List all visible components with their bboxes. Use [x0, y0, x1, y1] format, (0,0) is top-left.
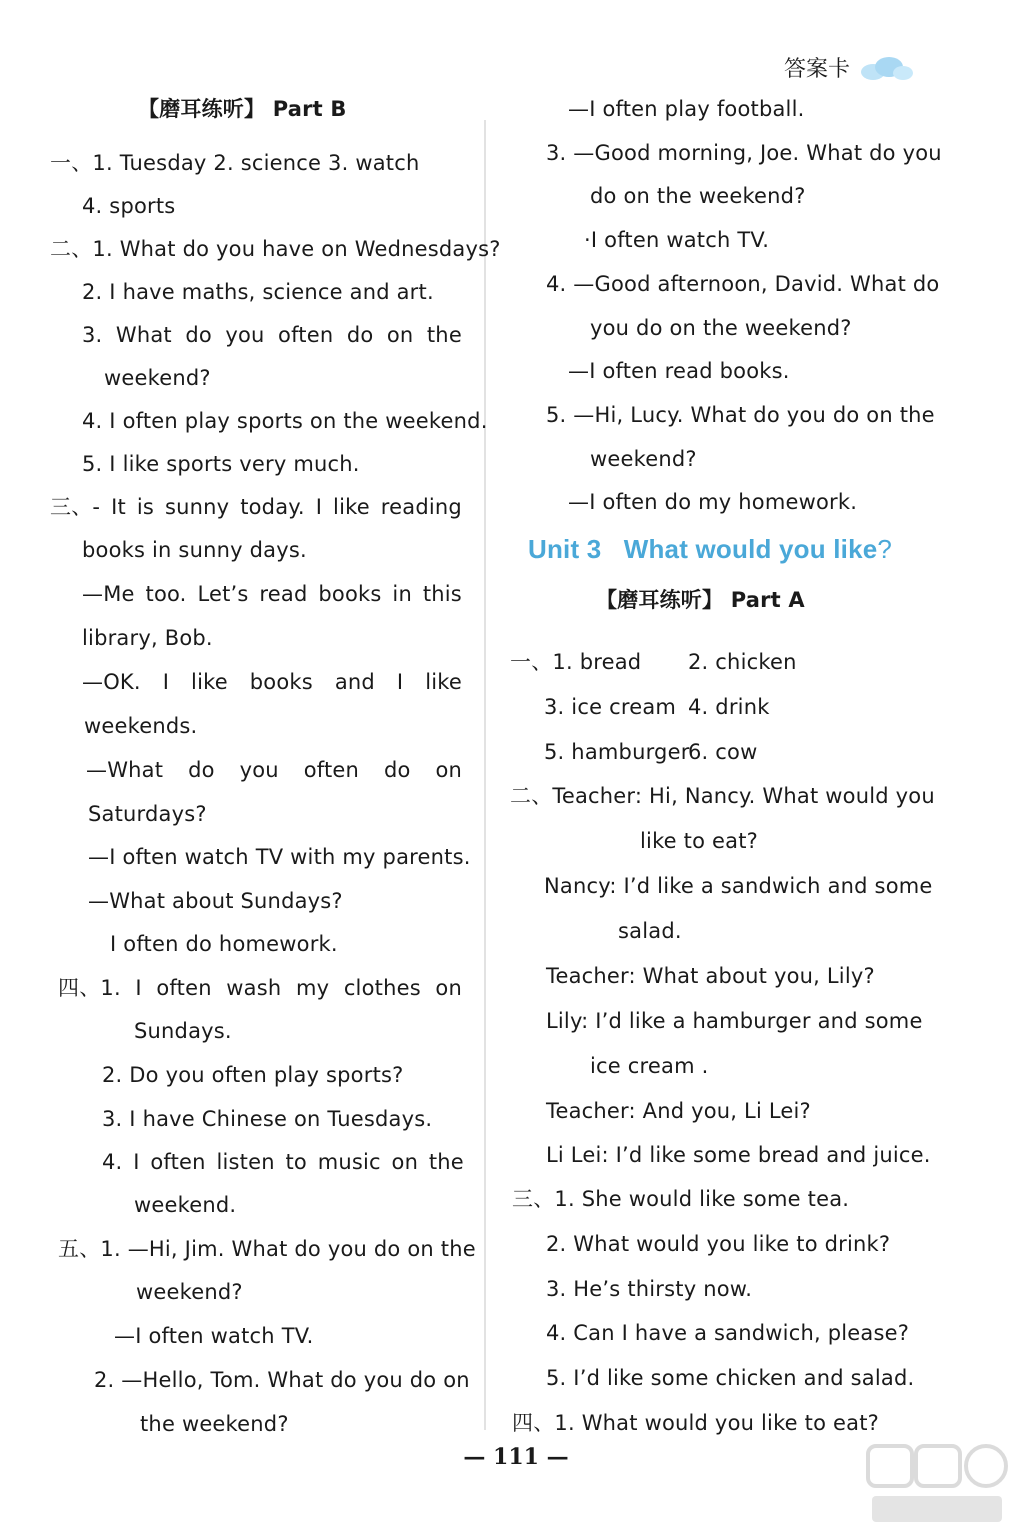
answer-line: 3. He’s thirsty now.: [546, 1277, 753, 1301]
watermark-stamp-icon: [862, 1440, 1012, 1530]
answer-line: 2. chicken: [688, 650, 797, 674]
justified-line: 四、1. I often wash my clothes on: [58, 976, 462, 1000]
answer-line: 3. I have Chinese on Tuesdays.: [102, 1107, 433, 1131]
answer-card-label: 答案卡: [784, 52, 915, 85]
unit-heading: Unit 3 What would you like?: [528, 534, 893, 564]
answer-line: 二、1. What do you have on Wednesdays?: [50, 237, 501, 261]
answer-line: 4. I often play sports on the weekend.: [82, 409, 488, 433]
answer-line: like to eat?: [640, 829, 759, 853]
answer-line: 2. —Hello, Tom. What do you do on: [94, 1368, 470, 1392]
answer-line: 4. sports: [82, 194, 176, 218]
justified-line: 4. I often listen to music on the: [102, 1150, 464, 1174]
justified-line: 三、- It is sunny today. I like reading: [50, 495, 462, 519]
answer-line: weekend.: [134, 1193, 237, 1217]
answer-line: weekend?: [104, 366, 211, 390]
column-divider: [484, 120, 486, 1430]
justified-line: —Me too. Let’s read books in this: [82, 582, 462, 606]
answer-line: 3. —Good morning, Joe. What do you: [546, 141, 942, 165]
answer-line: 二、Teacher: Hi, Nancy. What would you: [510, 784, 935, 808]
answer-line: —I often play football.: [568, 97, 805, 121]
answer-line: —What about Sundays?: [88, 889, 343, 913]
answer-line: 四、1. What would you like to eat?: [512, 1411, 879, 1435]
answer-line: 三、1. She would like some tea.: [512, 1187, 850, 1211]
answer-line: Teacher: What about you, Lily?: [546, 964, 875, 988]
answer-line: 5. I like sports very much.: [82, 452, 360, 476]
justified-line: —What do you often do on: [86, 758, 462, 782]
answer-line: books in sunny days.: [82, 538, 307, 562]
answer-line: Teacher: And you, Li Lei?: [546, 1099, 811, 1123]
answer-line: Sundays.: [134, 1019, 232, 1043]
answer-line: 5. —Hi, Lucy. What do you do on the: [546, 403, 935, 427]
answer-line: weekends.: [84, 714, 198, 738]
answer-line: 五、1. —Hi, Jim. What do you do on the: [58, 1237, 476, 1261]
part-b-heading: 【磨耳练听】 Part B: [138, 97, 347, 121]
answer-line: I often do homework.: [110, 932, 338, 956]
answer-line: 一、1. Tuesday 2. science 3. watch: [50, 151, 420, 175]
answer-line: you do on the weekend?: [590, 316, 852, 340]
answer-line: the weekend?: [140, 1412, 289, 1436]
answer-line: weekend?: [136, 1280, 243, 1304]
answer-line: —I often watch TV.: [114, 1324, 314, 1348]
answer-line: ·I often watch TV.: [584, 228, 770, 252]
answer-line: 4. drink: [688, 695, 770, 719]
answer-line: 6. cow: [688, 740, 758, 764]
answer-line: Saturdays?: [88, 802, 207, 826]
answer-line: 2. Do you often play sports?: [102, 1063, 404, 1087]
answer-line: weekend?: [590, 447, 697, 471]
cloud-decoration-icon: [857, 55, 915, 85]
answer-line: Lily: I’d like a hamburger and some: [546, 1009, 923, 1033]
answer-line: ice cream .: [590, 1054, 709, 1078]
answer-line: library, Bob.: [82, 626, 213, 650]
answer-line: 2. I have maths, science and art.: [82, 280, 434, 304]
answer-line: 4. —Good afternoon, David. What do: [546, 272, 940, 296]
answer-line: Li Lei: I’d like some bread and juice.: [546, 1143, 931, 1167]
answer-line: Nancy: I’d like a sandwich and some: [544, 874, 933, 898]
answer-line: 4. Can I have a sandwich, please?: [546, 1321, 910, 1345]
answer-line: 5. I’d like some chicken and salad.: [546, 1366, 915, 1390]
answer-line: —I often do my homework.: [568, 490, 858, 514]
answer-line: 2. What would you like to drink?: [546, 1232, 891, 1256]
answer-line: 5. hamburger: [544, 740, 690, 764]
page-number: — 111 —: [463, 1444, 569, 1470]
answer-line: 3. ice cream: [544, 695, 677, 719]
justified-line: 3. What do you often do on the: [82, 323, 462, 347]
answer-line: —I often watch TV with my parents.: [88, 845, 471, 869]
answer-line: —I often read books.: [568, 359, 790, 383]
answer-line: do on the weekend?: [590, 184, 806, 208]
justified-line: —OK. I like books and I like: [82, 670, 462, 694]
answer-line: 一、1. bread: [510, 650, 642, 674]
part-a-heading: 【磨耳练听】 Part A: [596, 588, 805, 612]
answer-line: salad.: [618, 919, 682, 943]
